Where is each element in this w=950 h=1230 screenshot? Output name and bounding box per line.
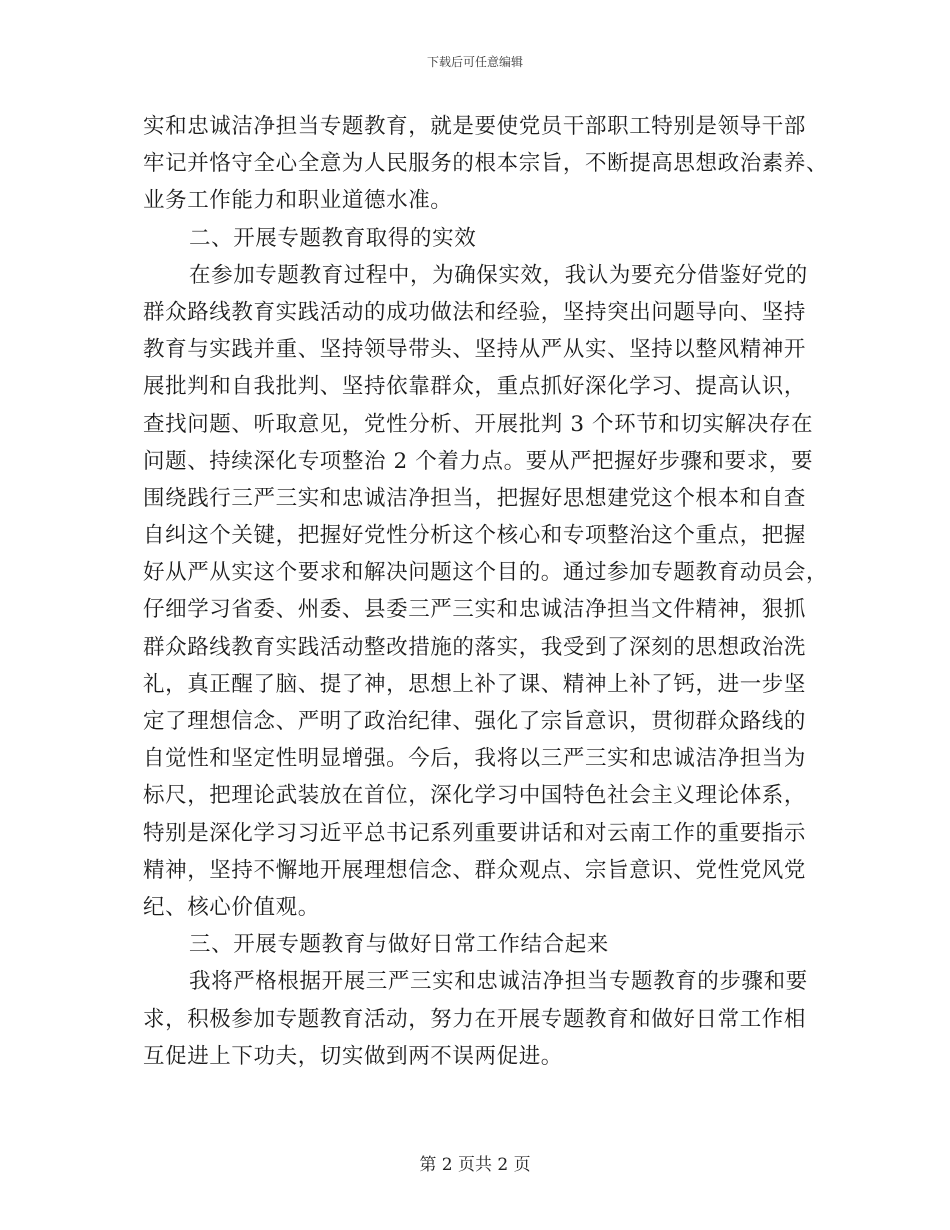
text-line: 问题、持续深化专项整治 2 个着力点。要从严把握好步骤和要求，要 bbox=[143, 448, 814, 474]
text-line: 纪、核心价值观。 bbox=[143, 894, 320, 920]
text-line: 群众路线教育实践活动的成功做法和经验，坚持突出问题导向、坚持 bbox=[143, 299, 807, 325]
text-line: 求，积极参加专题教育活动，努力在开展专题教育和做好日常工作相 bbox=[143, 1006, 807, 1032]
page-footer: 第 2 页共 2 页 bbox=[419, 1155, 531, 1175]
text-line: 查找问题、听取意见，党性分析、开展批判 3 个环节和切实解决存在 bbox=[143, 411, 814, 437]
text-line: 自觉性和坚定性明显增强。今后，我将以三严三实和忠诚洁净担当为 bbox=[143, 746, 807, 772]
text-line: 特别是深化学习习近平总书记系列重要讲话和对云南工作的重要指示 bbox=[143, 820, 807, 846]
text-line: 标尺，把理论武装放在首位，深化学习中国特色社会主义理论体系， bbox=[143, 783, 807, 809]
page-header: 下载后可任意编辑 bbox=[426, 55, 523, 69]
text-line: 我将严格根据开展三严三实和忠诚洁净担当专题教育的步骤和要 bbox=[189, 969, 808, 995]
text-line: 自纠这个关键，把握好党性分析这个核心和专项整治这个重点，把握 bbox=[143, 523, 807, 549]
text-line: 业务工作能力和职业道德水准。 bbox=[143, 188, 453, 214]
text-line: 在参加专题教育过程中，为确保实效，我认为要充分借鉴好党的 bbox=[189, 262, 808, 288]
document-body bbox=[143, 108, 829, 1075]
text-line: 围绕践行三严三实和忠诚洁净担当，把握好思想建党这个根本和自查 bbox=[143, 485, 807, 511]
text-line: 教育与实践并重、坚持领导带头、坚持从严从实、坚持以整风精神开 bbox=[143, 337, 807, 363]
text-line: 好从严从实这个要求和解决问题这个目的。通过参加专题教育动员会， bbox=[143, 560, 829, 586]
text-line: 群众路线教育实践活动整改措施的落实，我受到了深刻的思想政治洗 bbox=[143, 634, 807, 660]
text-line: 仔细学习省委、州委、县委三严三实和忠诚洁净担当文件精神，狠抓 bbox=[143, 597, 807, 623]
text-line: 礼，真正醒了脑、提了神，思想上补了课、精神上补了钙，进一步坚 bbox=[143, 671, 807, 697]
text-line: 实和忠诚洁净担当专题教育，就是要使党员干部职工特别是领导干部 bbox=[143, 114, 807, 139]
text-line: 定了理想信念、严明了政治纪律、强化了宗旨意识，贯彻群众路线的 bbox=[143, 709, 807, 734]
text-line: 三、开展专题教育与做好日常工作结合起来 bbox=[189, 932, 609, 958]
text-line: 精神，坚持不懈地开展理想信念、群众观点、宗旨意识、党性党风党 bbox=[143, 857, 807, 883]
text-line: 展批判和自我批判、坚持依靠群众，重点抓好深化学习、提高认识， bbox=[143, 374, 807, 400]
text-line: 二、开展专题教育取得的实效 bbox=[189, 225, 477, 251]
text-line: 牢记并恪守全心全意为人民服务的根本宗旨，不断提高思想政治素养、 bbox=[143, 151, 829, 177]
text-line: 互促进上下功夫，切实做到两不误两促进。 bbox=[143, 1043, 563, 1069]
